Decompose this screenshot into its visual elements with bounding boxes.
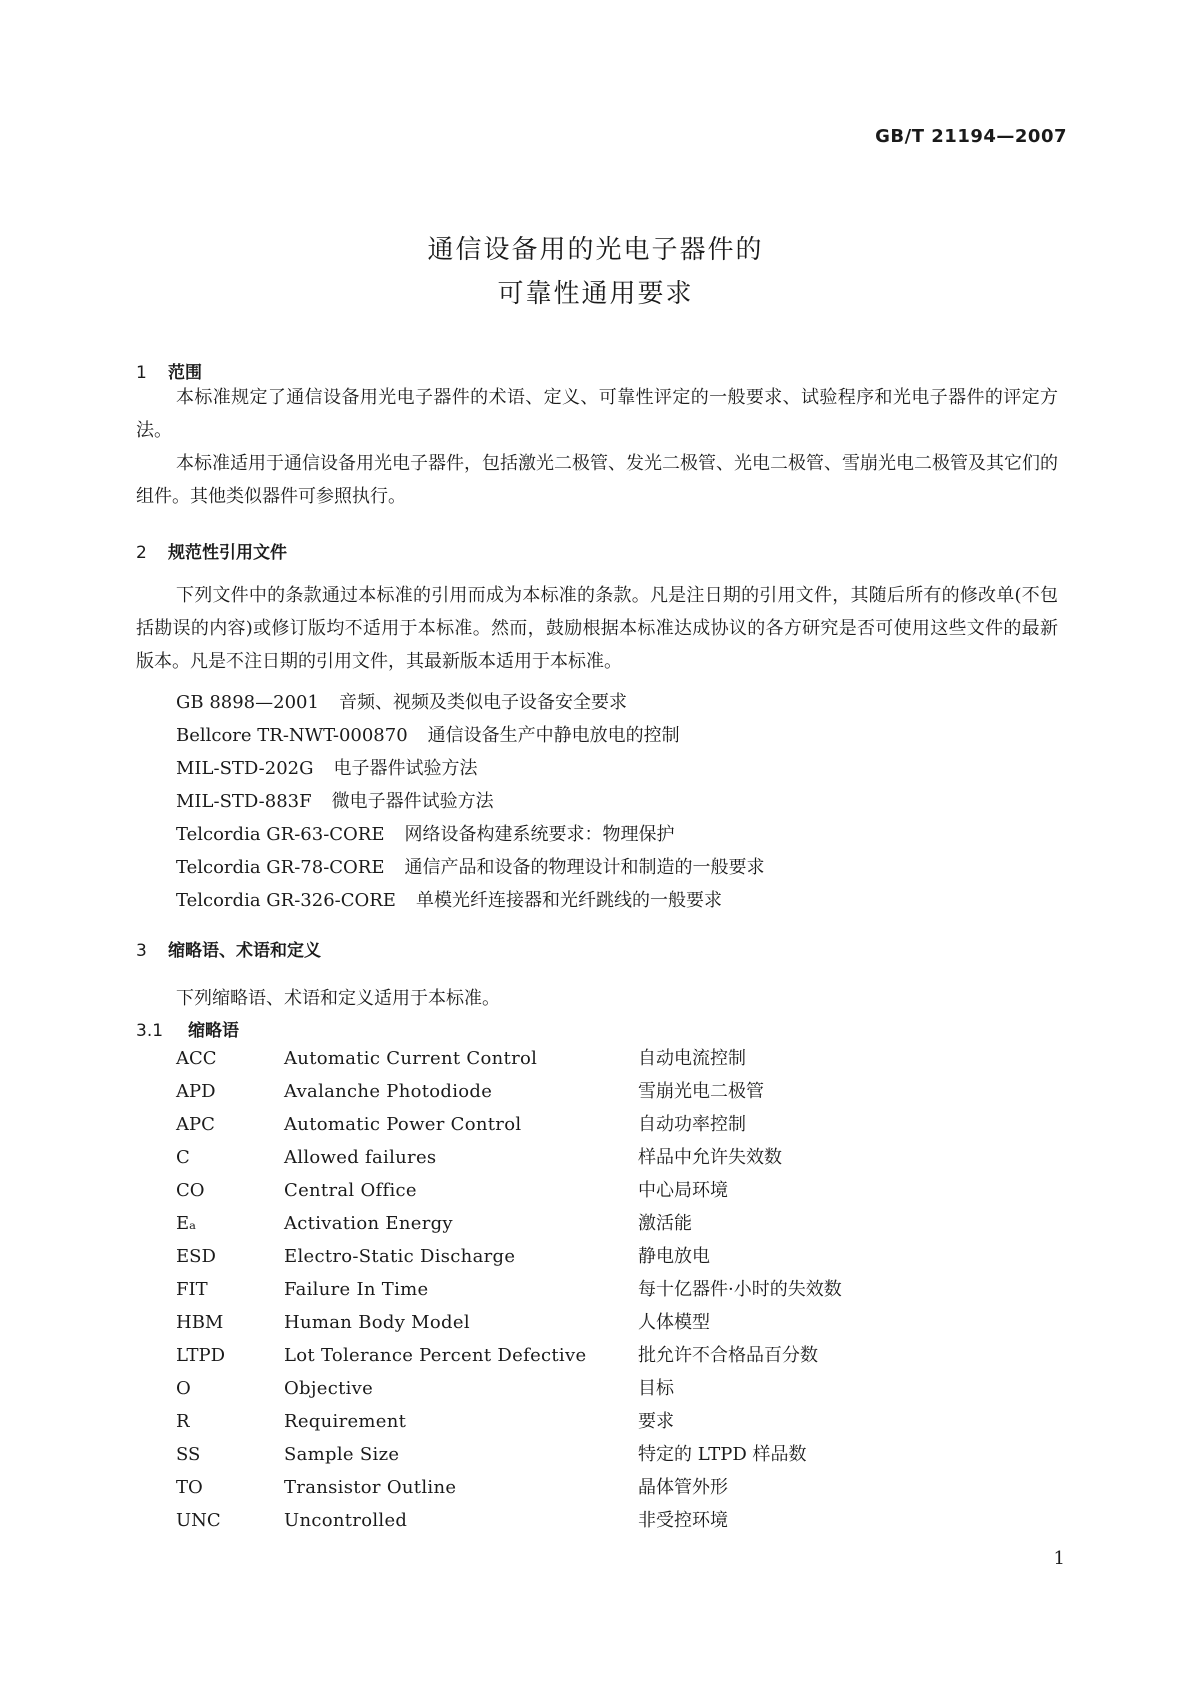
reference-code: Telcordia GR-78-CORE [176, 857, 385, 878]
abbreviation: SS [176, 1444, 201, 1465]
subsection-3-1-heading [136, 1016, 239, 1041]
chinese-term: 人体模型 [638, 1312, 710, 1333]
document-title [0, 228, 1191, 316]
abbreviation: APD [176, 1081, 216, 1102]
abbreviation: TO [176, 1477, 203, 1498]
full-term: Objective [284, 1378, 374, 1399]
full-term: Requirement [284, 1411, 407, 1432]
reference-code: MIL-STD-202G [176, 758, 314, 779]
full-term: Activation Energy [284, 1213, 453, 1234]
section-2-paragraph: 下列文件中的条款通过本标准的引用而成为本标准的条款。凡是注日期的引用文件，其随后所有的修改单(不包括勘误的内容)或修订版均不适用于本标准。然而，鼓励根据本标准达成协议的各方研究是否可使用这些文件的最新版本。凡是不注日期的引用文件，其最新版本适用于本标准。 [136, 585, 1058, 672]
section-title: 范围 [168, 363, 202, 383]
reference-code: Telcordia GR-326-CORE [176, 890, 396, 911]
page-number: 1 [1053, 1548, 1065, 1569]
full-term: Human Body Model [284, 1312, 470, 1333]
reference-title: 微电子器件试验方法 [331, 791, 494, 812]
chinese-term: 静电放电 [638, 1246, 710, 1267]
reference-item [176, 688, 627, 714]
reference-title: 单模光纤连接器和光纤跳线的一般要求 [415, 890, 722, 911]
subsection-number: 3.1 [136, 1021, 164, 1041]
abbreviation: HBM [176, 1312, 224, 1333]
reference-item [176, 721, 680, 747]
chinese-term: 目标 [638, 1378, 674, 1399]
title-line-2: 可靠性通用要求 [497, 279, 694, 309]
reference-title: 通信产品和设备的物理设计和制造的一般要求 [404, 857, 765, 878]
chinese-term: 每十亿器件·小时的失效数 [638, 1279, 842, 1300]
abbreviation: ACC [176, 1048, 217, 1069]
full-term: Transistor Outline [284, 1477, 457, 1498]
full-term: Automatic Power Control [284, 1114, 522, 1135]
section-number: 3 [136, 941, 147, 961]
reference-code: Telcordia GR-63-CORE [176, 824, 385, 845]
full-term: Lot Tolerance Percent Defective [284, 1345, 587, 1366]
full-term: Central Office [284, 1180, 417, 1201]
reference-item [176, 820, 675, 846]
section-1-heading [136, 358, 202, 383]
reference-code: MIL-STD-883F [176, 791, 312, 812]
standard-number: GB/T 21194—2007 [875, 126, 1067, 147]
reference-code: GB 8898—2001 [176, 692, 319, 713]
reference-title: 网络设备构建系统要求：物理保护 [404, 824, 675, 845]
chinese-term: 自动功率控制 [638, 1114, 746, 1135]
section-1-paragraph-1: 本标准规定了通信设备用光电子器件的术语、定义、可靠性评定的一般要求、试验程序和光电子器件的评定方法。 [136, 387, 1058, 441]
reference-item [176, 754, 478, 780]
chinese-term: 批允许不合格品百分数 [638, 1345, 818, 1366]
reference-item [176, 886, 722, 912]
chinese-term: 要求 [638, 1411, 674, 1432]
section-number: 1 [136, 363, 147, 383]
section-3-heading [136, 936, 321, 961]
section-1-paragraph-2: 本标准适用于通信设备用光电子器件，包括激光二极管、发光二极管、光电二极管、雪崩光电二极管及其它们的组件。其他类似器件可参照执行。 [136, 453, 1058, 507]
section-title: 缩略语、术语和定义 [168, 941, 321, 961]
chinese-term: 晶体管外形 [638, 1477, 728, 1498]
subsection-title: 缩略语 [188, 1021, 239, 1041]
chinese-term: 特定的 LTPD 样品数 [638, 1444, 807, 1465]
chinese-term: 中心局环境 [638, 1180, 728, 1201]
full-term: Avalanche Photodiode [284, 1081, 493, 1102]
section-3-intro: 下列缩略语、术语和定义适用于本标准。 [176, 988, 500, 1009]
chinese-term: 非受控环境 [638, 1510, 728, 1531]
abbreviation: Eₐ [176, 1213, 197, 1234]
reference-title: 音频、视频及类似电子设备安全要求 [338, 692, 627, 713]
abbreviation: CO [176, 1180, 205, 1201]
section-2-heading [136, 538, 287, 563]
reference-title: 通信设备生产中静电放电的控制 [427, 725, 680, 746]
reference-title: 电子器件试验方法 [333, 758, 478, 779]
full-term: Automatic Current Control [284, 1048, 538, 1069]
abbreviation: ESD [176, 1246, 216, 1267]
section-number: 2 [136, 543, 147, 563]
chinese-term: 雪崩光电二极管 [638, 1081, 764, 1102]
reference-item [176, 787, 494, 813]
reference-item [176, 853, 765, 879]
abbreviation: UNC [176, 1510, 221, 1531]
chinese-term: 激活能 [638, 1213, 692, 1234]
full-term: Failure In Time [284, 1279, 429, 1300]
chinese-term: 自动电流控制 [638, 1048, 746, 1069]
section-title: 规范性引用文件 [168, 543, 287, 563]
abbreviation: O [176, 1378, 191, 1399]
full-term: Sample Size [284, 1444, 400, 1465]
abbreviation: LTPD [176, 1345, 226, 1366]
reference-code: Bellcore TR-NWT-000870 [176, 725, 408, 746]
abbreviation: FIT [176, 1279, 208, 1300]
abbreviation: R [176, 1411, 190, 1432]
full-term: Electro-Static Discharge [284, 1246, 516, 1267]
chinese-term: 样品中允许失效数 [638, 1147, 782, 1168]
title-line-1: 通信设备用的光电子器件的 [427, 235, 764, 265]
full-term: Allowed failures [284, 1147, 437, 1168]
full-term: Uncontrolled [284, 1510, 408, 1531]
abbreviation: APC [176, 1114, 215, 1135]
abbreviation: C [176, 1147, 190, 1168]
